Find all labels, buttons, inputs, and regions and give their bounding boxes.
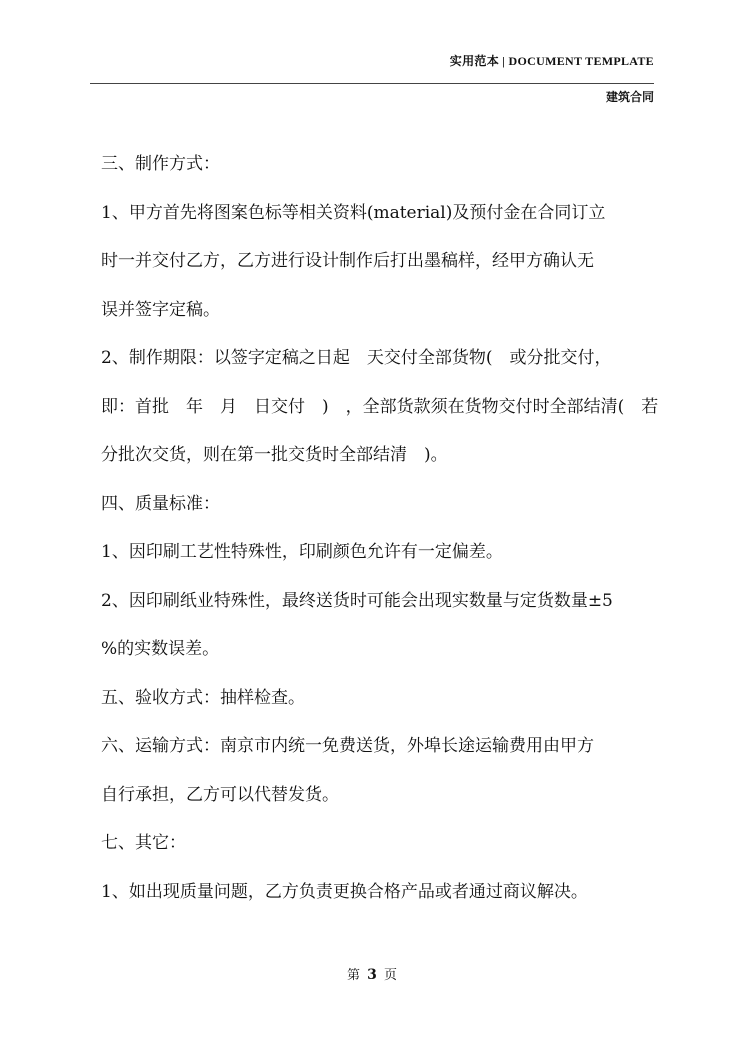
header-doc-type: 建筑合同 [605, 90, 654, 104]
text-line: 1、因印刷工艺性特殊性，印刷颜色允许有一定偏差。 [101, 542, 503, 562]
section-heading-acceptance: 五、验收方式：抽样检查。 [101, 687, 305, 708]
text-line: 即：首批 年 月 日交付 ) ，全部货款须在货物交付时全部结清( 若 [101, 396, 659, 417]
text-line: 2、制作期限：以签字定稿之日起 天交付全部货物( 或分批交付， [101, 348, 612, 368]
header-divider [90, 83, 654, 84]
text-line: 时一并交付乙方，乙方进行设计制作后打出墨稿样，经甲方确认无 [101, 251, 594, 271]
document-body [101, 140, 661, 916]
section-heading-transport: 六、运输方式：南京市内统一免费送货，外埠长途运输费用由甲方 [101, 736, 594, 756]
section-heading-other: 七、其它： [101, 833, 186, 853]
section-heading-production-method: 三、制作方式： [101, 154, 220, 174]
text-line: 1、甲方首先将图案色标等相关资料(material)及预付金在合同订立 [101, 202, 606, 223]
section-heading-quality-standard: 四、质量标准： [101, 493, 220, 514]
text-line: 分批次交货，则在第一批交货时全部结清 )。 [101, 445, 448, 465]
page-footer [0, 964, 744, 983]
text-line: 自行承担，乙方可以代替发货。 [101, 784, 339, 805]
page-number: 3 [367, 967, 377, 983]
text-line: 误并签字定稿。 [101, 299, 220, 320]
page-number-suffix: 页 [384, 968, 398, 983]
text-line: 2、因印刷纸业特殊性，最终送货时可能会出现实数量与定货数量±5 [101, 590, 613, 611]
text-line: 1、如出现质量问题，乙方负责更换合格产品或者通过商议解决。 [101, 881, 588, 902]
page-number-prefix: 第 [346, 968, 360, 983]
header-brand: 实用范本 | DOCUMENT TEMPLATE [449, 54, 654, 68]
text-line: %的实数误差。 [101, 639, 220, 659]
